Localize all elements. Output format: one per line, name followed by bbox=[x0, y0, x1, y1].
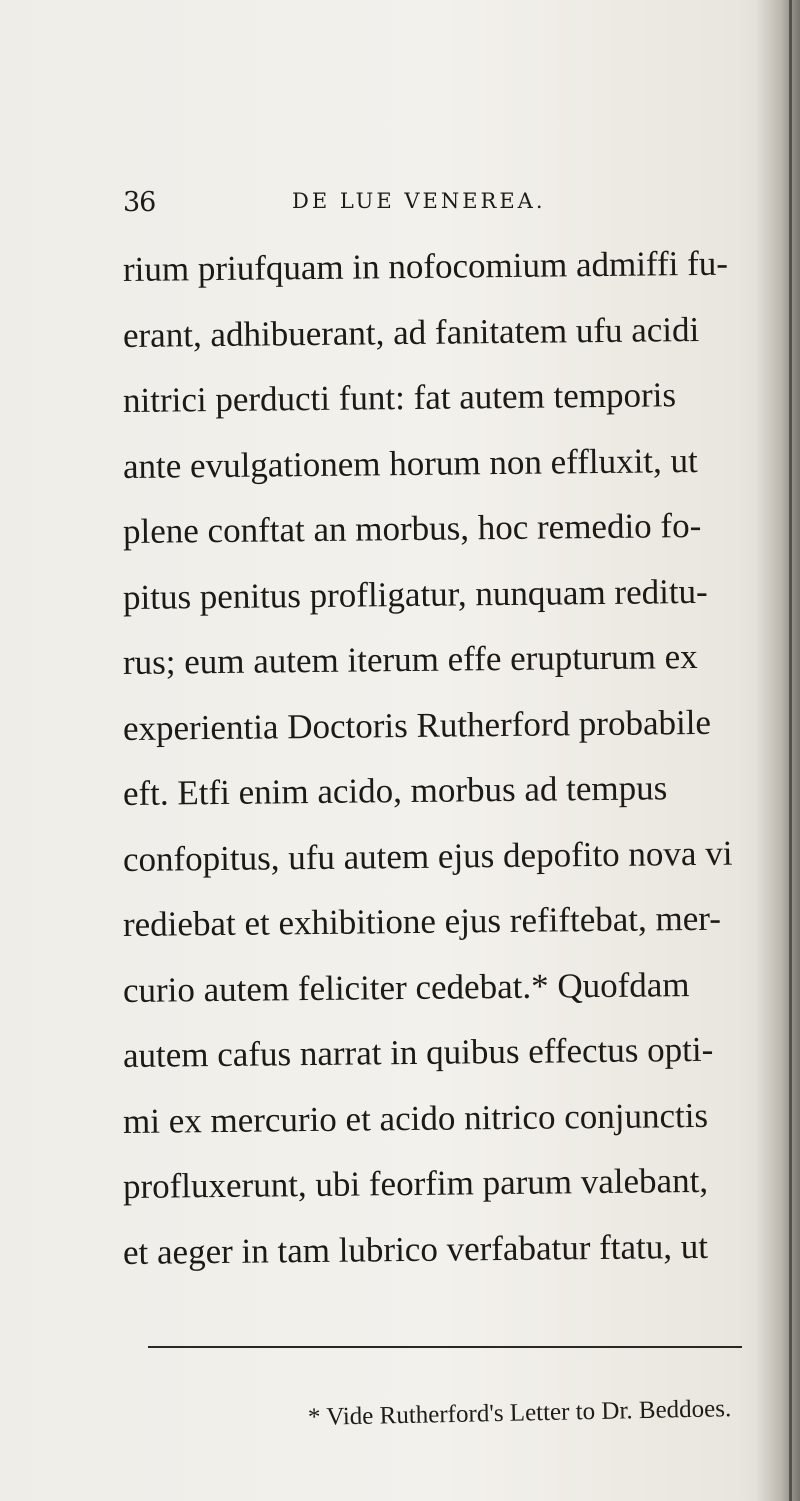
footnote: * Vide Rutherford's Letter to Dr. Beddoes. bbox=[307, 1395, 732, 1431]
text-line: curio autem feliciter cedebat.* Quofdam bbox=[122, 964, 690, 1010]
text-line: plene conftat an morbus, hoc remedio fo- bbox=[122, 505, 702, 551]
text-line: rus; eum autem iterum effe erupturum ex bbox=[122, 636, 698, 682]
text-line: eft. Etfi enim acido, morbus ad tempus bbox=[122, 768, 668, 813]
text-line: profluxerunt, ubi feorfim parum valebant, bbox=[122, 1160, 709, 1206]
text-line: pitus penitus profligatur, nunquam reditu- bbox=[122, 571, 708, 617]
text-line: rediebat et exhibitione ejus refiftebat, mer- bbox=[122, 898, 722, 944]
text-line: experientia Doctoris Rutherford probabile bbox=[122, 702, 712, 748]
text-line: ante evulgationem horum non effluxit, ut bbox=[122, 440, 698, 486]
page-number: 36 bbox=[123, 187, 156, 218]
text-line: rium priufquam in nofocomium admiffi fu- bbox=[122, 243, 729, 289]
text-line: autem cafus narrat in quibus effectus opti- bbox=[122, 1029, 714, 1075]
text-line: et aeger in tam lubrico verfabatur ftatu, ut bbox=[122, 1226, 709, 1272]
page-edge-line bbox=[789, 0, 792, 1501]
running-head: DE LUE VENEREA. bbox=[292, 189, 546, 213]
body-text bbox=[123, 237, 763, 1285]
text-line: erant, adhibuerant, ad fanitatem ufu acidi bbox=[122, 309, 700, 355]
text-line: confopitus, ufu autem ejus depofito nova vi bbox=[122, 833, 733, 879]
text-line: mi ex mercurio et acido nitrico conjunctis bbox=[122, 1095, 709, 1141]
page-header bbox=[0, 183, 800, 223]
footnote-rule bbox=[148, 1346, 742, 1348]
text-line: nitrici perducti funt: fat autem temporis bbox=[122, 375, 677, 420]
